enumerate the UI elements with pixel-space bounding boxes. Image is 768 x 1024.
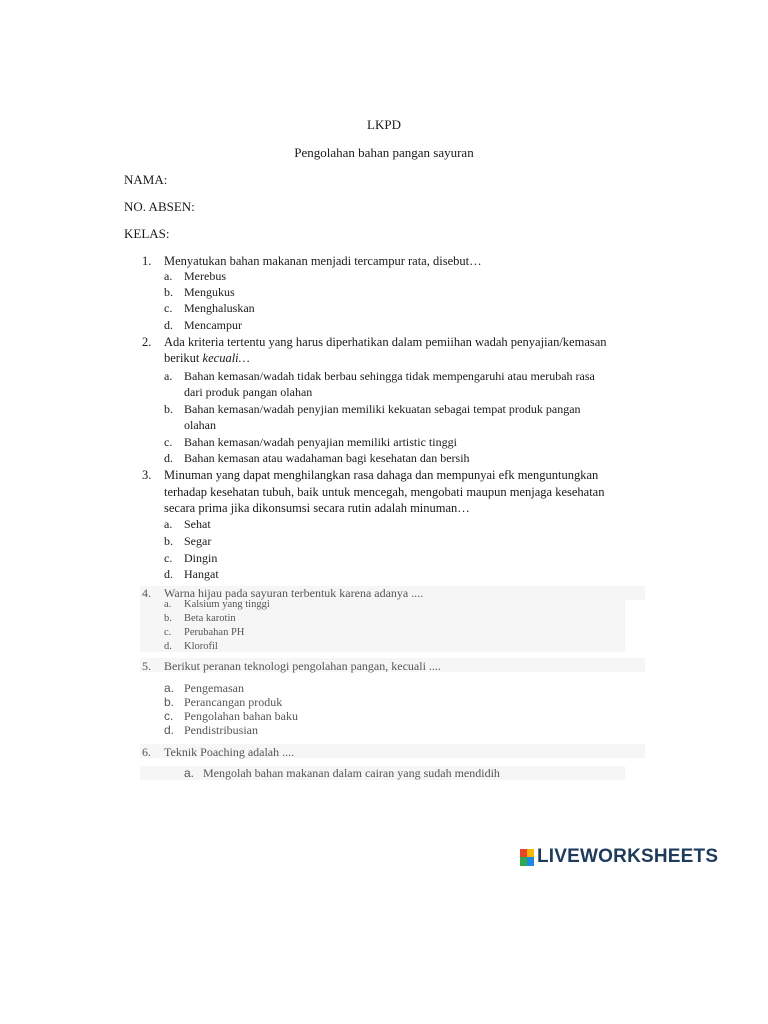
mark-tile	[527, 849, 534, 857]
question-text: Menyatukan bahan makanan menjadi tercampur rata, disebut…	[164, 254, 482, 268]
brand-name: LIVEWORKSHEETS	[537, 846, 719, 867]
question-emphasis: kecuali…	[202, 351, 250, 365]
question-text: Ada kriteria tertentu yang harus diperhatikan dalam pemiihan wadah penyajian/kemasan	[164, 335, 607, 349]
question-number: 4.	[142, 586, 151, 600]
question-text: Minuman yang dapat menghilangkan rasa dahaga dan mempunyai efk menguntungkan	[164, 468, 599, 482]
mark-tile	[520, 849, 527, 857]
question-2-line-2: berikut kecuali…	[164, 351, 250, 365]
question-number: 6.	[142, 745, 151, 759]
question-text: Warna hijau pada sayuran terbentuk karena adanya ....	[164, 586, 424, 600]
class-field-label: KELAS:	[124, 226, 170, 241]
mark-tile	[520, 857, 527, 866]
question-number: 1.	[142, 254, 152, 268]
liveworksheets-mark-icon	[520, 849, 534, 866]
question-number: 5.	[142, 659, 151, 673]
mark-tile	[527, 857, 534, 866]
page-title: LKPD	[367, 117, 401, 132]
liveworksheets-logo	[520, 846, 718, 868]
option-2a-cont: dari produk pangan olahan	[184, 385, 313, 399]
question-number: 3.	[142, 468, 152, 482]
question-3-line-3: secara prima jika dikonsumsi secara rutin adalah minuman…	[164, 501, 470, 515]
question-text: Teknik Poaching adalah ....	[164, 745, 295, 759]
page-subtitle: Pengolahan bahan pangan sayuran	[294, 145, 474, 160]
question-text: Berikut peranan teknologi pengolahan pangan, kecuali ....	[164, 659, 441, 673]
question-3-line-2: terhadap kesehatan tubuh, baik untuk mencegah, mengobati maupun menjaga kesehatan	[164, 485, 605, 499]
name-field-label: NAMA:	[124, 172, 168, 187]
option-2b-cont: olahan	[184, 418, 216, 432]
absen-field-label: NO. ABSEN:	[124, 199, 195, 214]
question-number: 2.	[142, 335, 152, 349]
